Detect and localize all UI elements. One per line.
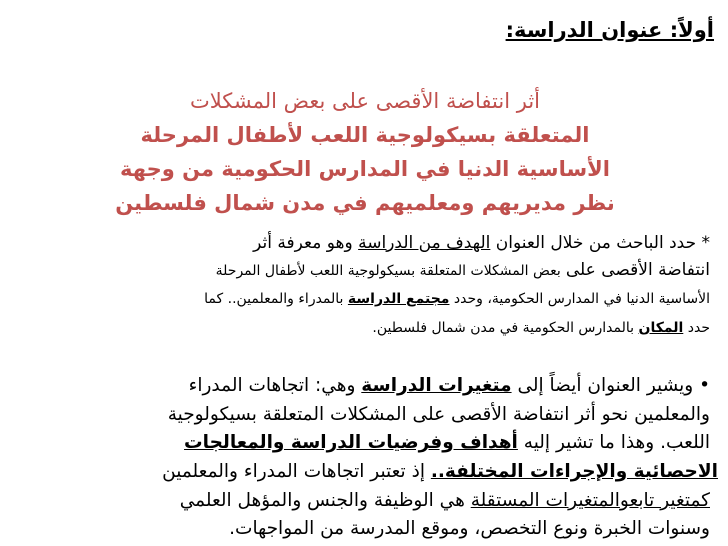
text: بالمدراء والمعلمين.. كما [204,291,344,307]
text: بعض المشكلات المتعلقة بسيكولوجية اللعب لأطفال المرحلة [215,263,561,279]
population-term: مجتمع الدراسة [347,291,450,307]
goal-term: الهدف من الدراسة [358,233,491,253]
variables-term: متغيرات الدراسة [361,375,512,396]
paragraph-2-line [16,432,710,453]
study-title-line: المتعلقة بسيكولوجية اللعب لأطفال المرحلة [140,123,590,147]
paragraph-1-line [16,320,710,336]
text: انتفاضة الأقصى على [565,260,710,280]
paragraph-2-line [6,461,718,482]
paragraph-2-line: والمعلمين نحو أثر انتفاضة الأقصى على المشكلات المتعلقة بسيكولوجية [167,404,710,425]
paragraph-1-line [16,291,710,307]
study-title-line: الأساسية الدنيا في المدارس الحكومية من وجهة [120,157,610,181]
text: و [619,490,630,511]
paragraph-2-line [16,375,710,396]
paragraph-2-line [16,490,710,511]
procedures-term: الاحصائية والإجراءات المختلفة.. [430,461,718,482]
section-heading: أولاً: عنوان الدراسة: [505,18,714,42]
text: وهو معرفة أثر [253,233,353,253]
text: • ويشير العنوان أيضاً إلى [517,375,710,396]
text: بالمدارس الحكومية في مدن شمال فلسطين. [372,320,635,336]
paragraph-1-line [16,233,710,253]
paragraph-2-line: وسنوات الخبرة ونوع التخصص، وموقع المدرسة من المواجهات. [229,518,710,539]
paragraph-1-line [16,260,710,280]
text: وهي: اتجاهات المدراء [188,375,356,396]
study-title-line: أثر انتفاضة الأقصى على بعض المشكلات [189,89,541,113]
objectives-term: أهداف وفرضيات الدراسة والمعالجات [184,432,518,453]
dependent-variable-term: كمتغير تابع [629,490,710,511]
independent-variables-term: المتغيرات المستقلة [470,490,620,511]
text: إذ تعتبر اتجاهات المدراء والمعلمين [162,461,425,482]
text: * حدد الباحث من خلال العنوان [495,233,710,253]
text: حدد [687,320,710,336]
place-term: المكان [638,320,684,336]
study-title-line: نظر مديريهم ومعلميهم في مدن شمال فلسطين [115,191,615,215]
text: هي الوظيفة والجنس والمؤهل العلمي [179,490,465,511]
study-title [20,84,710,220]
text: الأساسية الدنيا في المدارس الحكومية، وحدد [453,291,710,307]
text: اللعب. وهذا ما تشير إليه [523,432,710,453]
